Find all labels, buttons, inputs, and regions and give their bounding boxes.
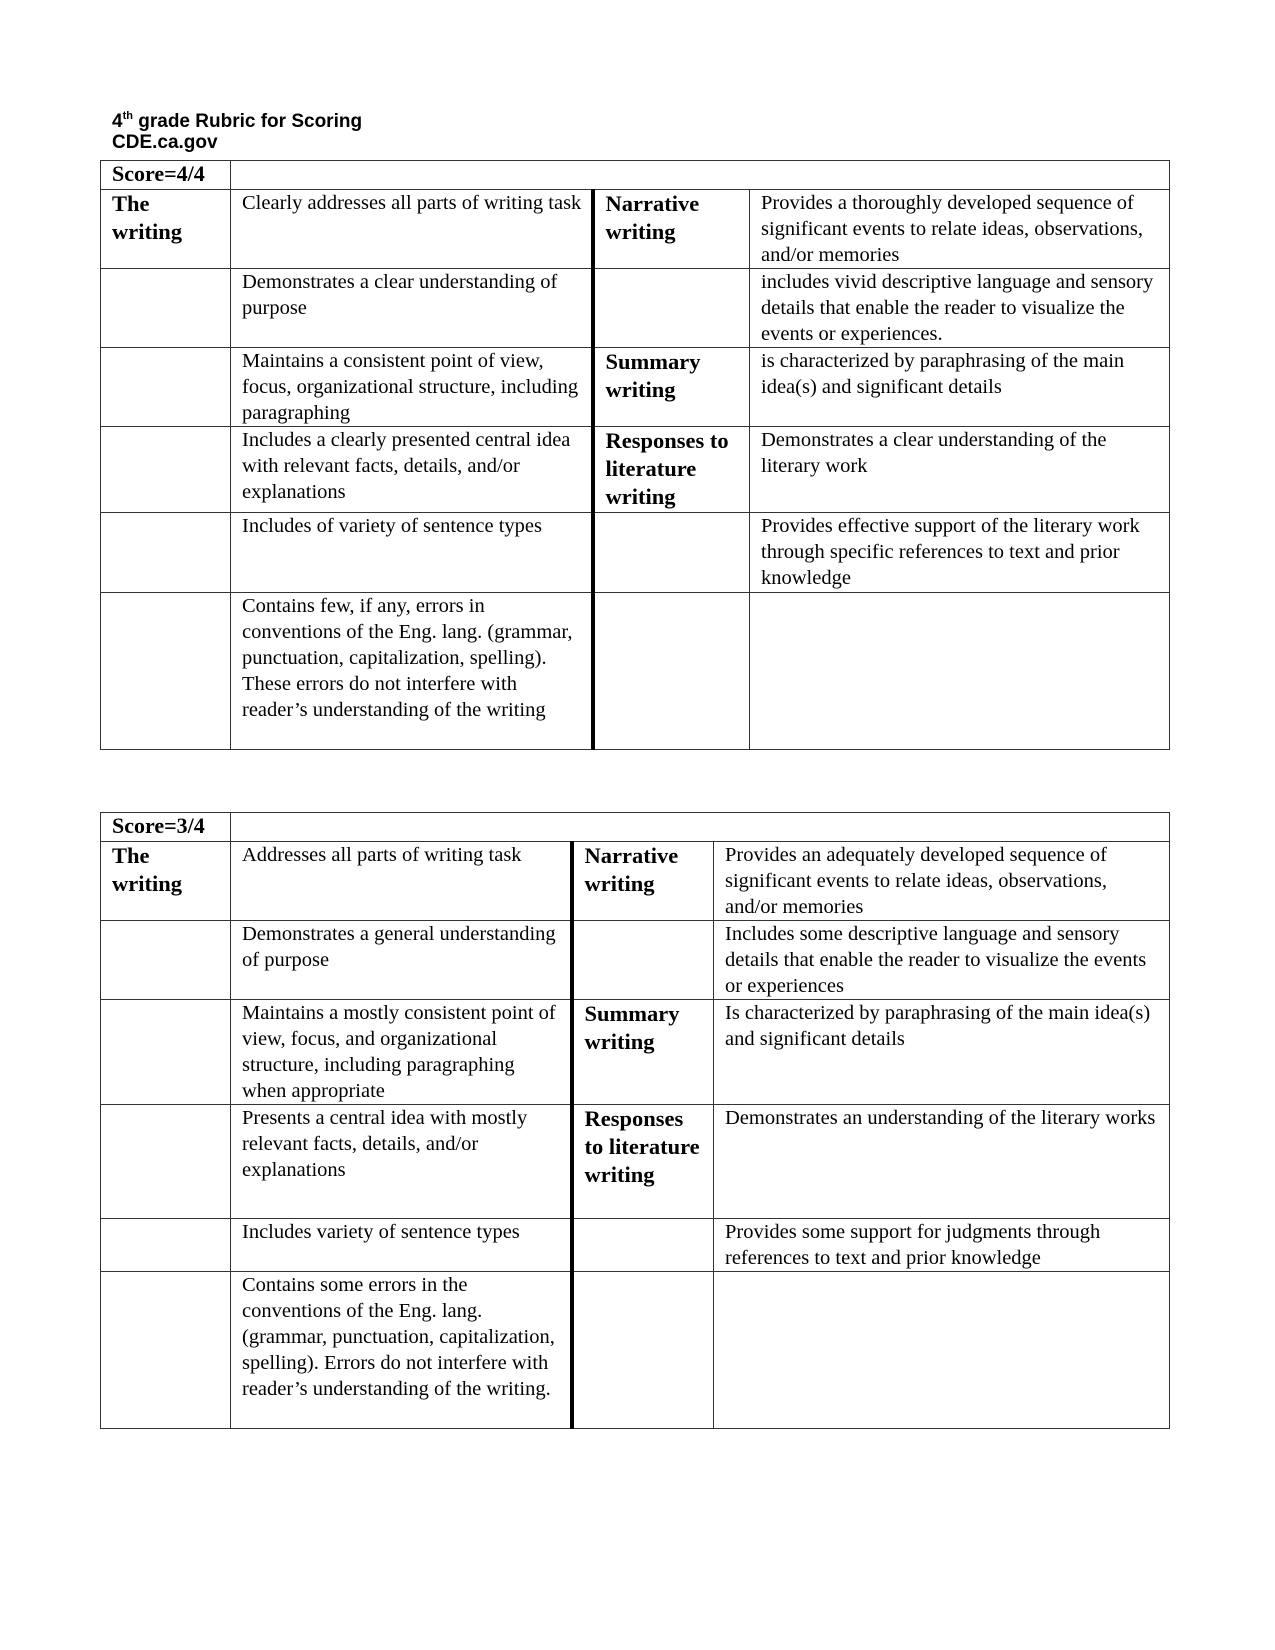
criterion-cell: Contains few, if any, errors in conventions of the Eng. lang. (grammar, punctuation, capitalization, spelling). These errors do not interfere with reader’s understanding of the writing <box>231 593 593 750</box>
writing-type-cell: Summary writing <box>572 1000 714 1105</box>
criterion-cell: Addresses all parts of writing task <box>231 842 572 921</box>
type-criterion-cell: Is characterized by paraphrasing of the main idea(s) and significant details <box>714 1000 1170 1105</box>
type-criterion-cell: is characterized by paraphrasing of the main idea(s) and significant details <box>750 348 1170 427</box>
type-criterion-cell <box>750 593 1170 750</box>
writing-type-cell <box>572 921 714 1000</box>
score-label: Score=4/4 <box>101 161 231 190</box>
score-label: Score=3/4 <box>101 813 231 842</box>
type-criterion-cell: Provides effective support of the literary work through specific references to text and prior knowledge <box>750 513 1170 593</box>
criterion-cell: Clearly addresses all parts of writing task <box>231 190 593 269</box>
writing-type-cell <box>572 1272 714 1429</box>
table-row <box>101 1000 1170 1105</box>
criterion-cell: Maintains a consistent point of view, focus, organizational structure, including paragraphing <box>231 348 593 427</box>
rubric-table-score-4 <box>100 160 1170 750</box>
grade-number: 4 <box>112 111 123 132</box>
writing-type-cell: Narrative writing <box>572 842 714 921</box>
table-row <box>101 921 1170 1000</box>
row-label <box>101 1105 231 1219</box>
criterion-cell: Includes variety of sentence types <box>231 1219 572 1272</box>
row-label <box>101 348 231 427</box>
row-label <box>101 593 231 750</box>
row-label <box>101 1272 231 1429</box>
row-label <box>101 1219 231 1272</box>
table-row <box>101 593 1170 750</box>
criterion-cell: Includes a clearly presented central idea with relevant facts, details, and/or explanations <box>231 427 593 513</box>
score-header-row <box>101 813 1170 842</box>
table-row <box>101 269 1170 348</box>
table-row <box>101 190 1170 269</box>
rubric-table-score-3 <box>100 812 1170 1429</box>
writing-type-cell: Responses to literature writing <box>572 1105 714 1219</box>
table-row <box>101 1105 1170 1219</box>
table-row <box>101 842 1170 921</box>
type-criterion-cell: Demonstrates an understanding of the literary works <box>714 1105 1170 1219</box>
score-header-row <box>101 161 1170 190</box>
row-label <box>101 921 231 1000</box>
writing-type-cell: Responses to literature writing <box>593 427 750 513</box>
table-row <box>101 513 1170 593</box>
criterion-cell: Demonstrates a general understanding of purpose <box>231 921 572 1000</box>
writing-type-cell <box>572 1219 714 1272</box>
row-label: The writing <box>101 190 231 269</box>
writing-type-cell: Narrative writing <box>593 190 750 269</box>
row-label <box>101 427 231 513</box>
type-criterion-cell: Provides a thoroughly developed sequence of significant events to relate ideas, observations, and/or memories <box>750 190 1170 269</box>
grade-ordinal-suffix: th <box>122 110 133 122</box>
title-text: grade Rubric for Scoring <box>132 111 363 132</box>
row-label <box>101 269 231 348</box>
criterion-cell: Presents a central idea with mostly relevant facts, details, and/or explanations <box>231 1105 572 1219</box>
row-label: The writing <box>101 842 231 921</box>
score-header-blank <box>231 161 1170 190</box>
criterion-cell: Includes of variety of sentence types <box>231 513 593 593</box>
writing-type-cell <box>593 593 750 750</box>
document-title <box>112 111 362 133</box>
type-criterion-cell <box>714 1272 1170 1429</box>
criterion-cell: Contains some errors in the conventions of the Eng. lang. (grammar, punctuation, capitalization, spelling). Errors do not interfere with reader’s understanding of the writing. <box>231 1272 572 1429</box>
table-row <box>101 427 1170 513</box>
row-label <box>101 1000 231 1105</box>
type-criterion-cell: Provides some support for judgments through references to text and prior knowledge <box>714 1219 1170 1272</box>
type-criterion-cell: Demonstrates a clear understanding of the literary work <box>750 427 1170 513</box>
writing-type-cell <box>593 513 750 593</box>
criterion-cell: Demonstrates a clear understanding of purpose <box>231 269 593 348</box>
writing-type-cell <box>593 269 750 348</box>
document-source: CDE.ca.gov <box>112 132 218 153</box>
score-header-blank <box>231 813 1170 842</box>
type-criterion-cell: includes vivid descriptive language and sensory details that enable the reader to visualize the events or experiences. <box>750 269 1170 348</box>
type-criterion-cell: Provides an adequately developed sequence of significant events to relate ideas, observations, and/or memories <box>714 842 1170 921</box>
table-row <box>101 348 1170 427</box>
table-row <box>101 1219 1170 1272</box>
row-label <box>101 513 231 593</box>
writing-type-cell: Summary writing <box>593 348 750 427</box>
criterion-cell: Maintains a mostly consistent point of view, focus, and organizational structure, including paragraphing when appropriate <box>231 1000 572 1105</box>
table-row <box>101 1272 1170 1429</box>
type-criterion-cell: Includes some descriptive language and sensory details that enable the reader to visualize the events or experiences <box>714 921 1170 1000</box>
